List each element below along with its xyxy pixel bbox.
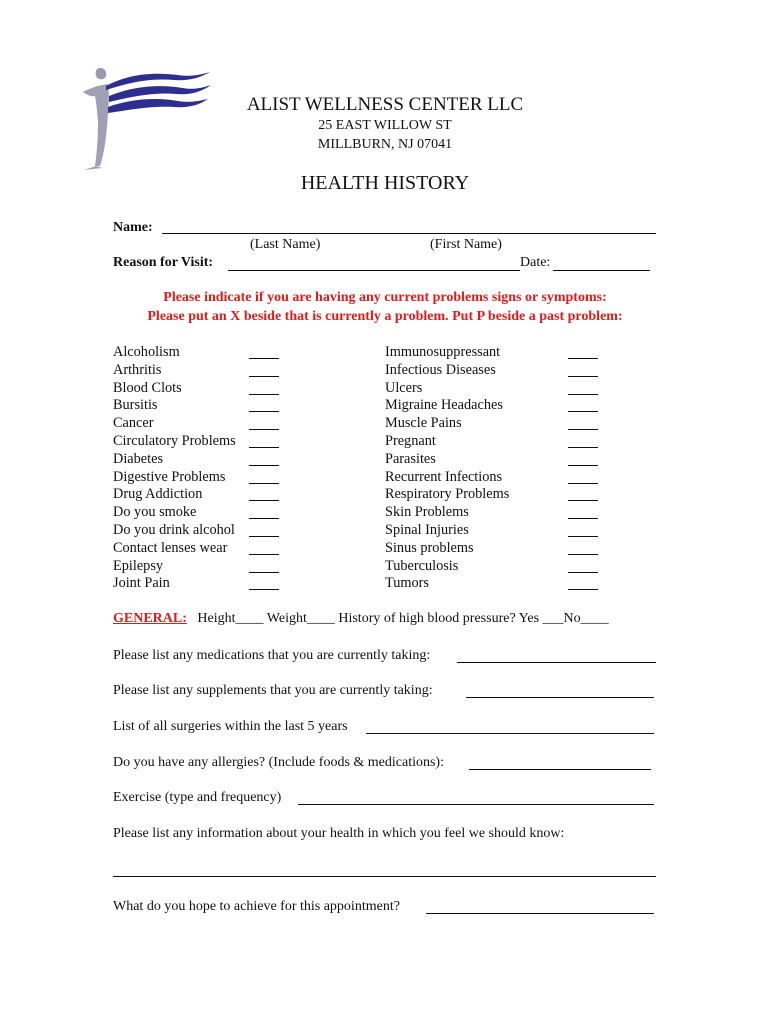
- condition-label: Parasites: [385, 450, 436, 467]
- condition-mark-blank[interactable]: [249, 358, 279, 359]
- condition-mark-blank[interactable]: [568, 376, 598, 377]
- condition-label: Bursitis: [113, 397, 158, 414]
- form-title: HEALTH HISTORY: [300, 172, 470, 194]
- health-info-field[interactable]: [113, 876, 656, 877]
- condition-mark-blank[interactable]: [568, 572, 598, 573]
- condition-label: Tuberculosis: [385, 557, 459, 574]
- reason-field[interactable]: [228, 270, 520, 271]
- condition-mark-blank[interactable]: [249, 447, 279, 448]
- instruction-line1: Please indicate if you are having any current problems signs or symptoms:: [163, 290, 607, 305]
- condition-mark-blank[interactable]: [568, 429, 598, 430]
- condition-label: Contact lenses wear: [113, 539, 228, 556]
- condition-mark-blank[interactable]: [249, 500, 279, 501]
- condition-label: Arthritis: [113, 361, 162, 378]
- instruction-line2: Please put an X beside that is currently a problem. Put P beside a past problem:: [147, 309, 623, 324]
- address-line2: MILLBURN, NJ 07041: [317, 137, 453, 152]
- medications-field[interactable]: [457, 662, 656, 663]
- condition-label: Alcoholism: [113, 344, 180, 360]
- condition-mark-blank[interactable]: [249, 554, 279, 555]
- condition-mark-blank[interactable]: [568, 411, 598, 412]
- condition-mark-blank[interactable]: [249, 376, 279, 377]
- medications-question: Please list any medications that you are currently taking:: [113, 648, 431, 663]
- condition-label: Drug Addiction: [113, 486, 203, 503]
- condition-mark-blank[interactable]: [249, 589, 279, 590]
- condition-mark-blank[interactable]: [249, 483, 279, 484]
- condition-label: Migraine Headaches: [385, 397, 503, 414]
- condition-label: Ulcers: [385, 379, 423, 396]
- condition-label: Pregnant: [385, 433, 436, 449]
- height-field[interactable]: Height____: [197, 611, 264, 626]
- name-label: Name:: [113, 220, 153, 235]
- condition-mark-blank[interactable]: [568, 536, 598, 537]
- reason-label: Reason for Visit:: [113, 255, 214, 270]
- condition-mark-blank[interactable]: [249, 572, 279, 573]
- condition-mark-blank[interactable]: [568, 554, 598, 555]
- allergies-field[interactable]: [469, 769, 651, 770]
- condition-label: Do you smoke: [113, 504, 197, 521]
- general-row: [113, 611, 609, 627]
- health-info-question: Please list any information about your health in which you feel we should know:: [113, 826, 565, 841]
- condition-label: Joint Pain: [113, 575, 170, 592]
- condition-label: Diabetes: [113, 450, 164, 467]
- condition-mark-blank[interactable]: [568, 358, 598, 359]
- condition-mark-blank[interactable]: [568, 465, 598, 466]
- condition-mark-blank[interactable]: [568, 518, 598, 519]
- org-name: ALIST WELLNESS CENTER LLC: [246, 94, 524, 115]
- condition-mark-blank[interactable]: [249, 394, 279, 395]
- condition-label: Blood Clots: [113, 379, 182, 396]
- name-field[interactable]: [162, 233, 656, 234]
- supplements-question: Please list any supplements that you are currently taking:: [113, 683, 433, 698]
- condition-label: Do you drink alcohol: [113, 522, 235, 538]
- condition-label: Spinal Injuries: [385, 522, 469, 538]
- condition-label: Tumors: [385, 575, 429, 592]
- blood-pressure-question[interactable]: History of high blood pressure? Yes ___No____: [338, 611, 609, 626]
- first-name-caption: (First Name): [430, 237, 502, 252]
- condition-mark-blank[interactable]: [568, 500, 598, 501]
- condition-label: Muscle Pains: [385, 415, 462, 432]
- goal-field[interactable]: [426, 913, 654, 914]
- condition-label: Recurrent Infections: [385, 468, 503, 485]
- condition-label: Circulatory Problems: [113, 433, 236, 449]
- last-name-caption: (Last Name): [250, 237, 321, 252]
- supplements-field[interactable]: [466, 697, 654, 698]
- condition-mark-blank[interactable]: [249, 518, 279, 519]
- goal-question: What do you hope to achieve for this appointment?: [113, 899, 400, 914]
- condition-label: Digestive Problems: [113, 468, 226, 485]
- condition-mark-blank[interactable]: [249, 429, 279, 430]
- condition-label: Epilepsy: [113, 557, 164, 574]
- date-label: Date:: [520, 255, 551, 270]
- condition-mark-blank[interactable]: [249, 411, 279, 412]
- allergies-question: Do you have any allergies? (Include foods & medications):: [113, 755, 444, 770]
- general-label: GENERAL:: [113, 611, 187, 626]
- condition-mark-blank[interactable]: [568, 394, 598, 395]
- condition-mark-blank[interactable]: [249, 465, 279, 466]
- surgeries-question: List of all surgeries within the last 5 years: [113, 719, 348, 734]
- condition-label: Infectious Diseases: [385, 361, 496, 378]
- exercise-question: Exercise (type and frequency): [113, 790, 282, 805]
- condition-mark-blank[interactable]: [568, 589, 598, 590]
- condition-mark-blank[interactable]: [568, 483, 598, 484]
- date-field[interactable]: [553, 270, 650, 271]
- condition-label: Immunosuppressant: [385, 344, 501, 360]
- condition-mark-blank[interactable]: [568, 447, 598, 448]
- weight-field[interactable]: Weight____: [266, 611, 335, 626]
- condition-label: Skin Problems: [385, 504, 469, 521]
- address-line1: 25 EAST WILLOW ST: [318, 118, 452, 133]
- exercise-field[interactable]: [298, 804, 654, 805]
- condition-label: Cancer: [113, 415, 154, 432]
- condition-label: Sinus problems: [385, 539, 474, 556]
- surgeries-field[interactable]: [366, 733, 654, 734]
- condition-mark-blank[interactable]: [249, 536, 279, 537]
- condition-label: Respiratory Problems: [385, 486, 510, 503]
